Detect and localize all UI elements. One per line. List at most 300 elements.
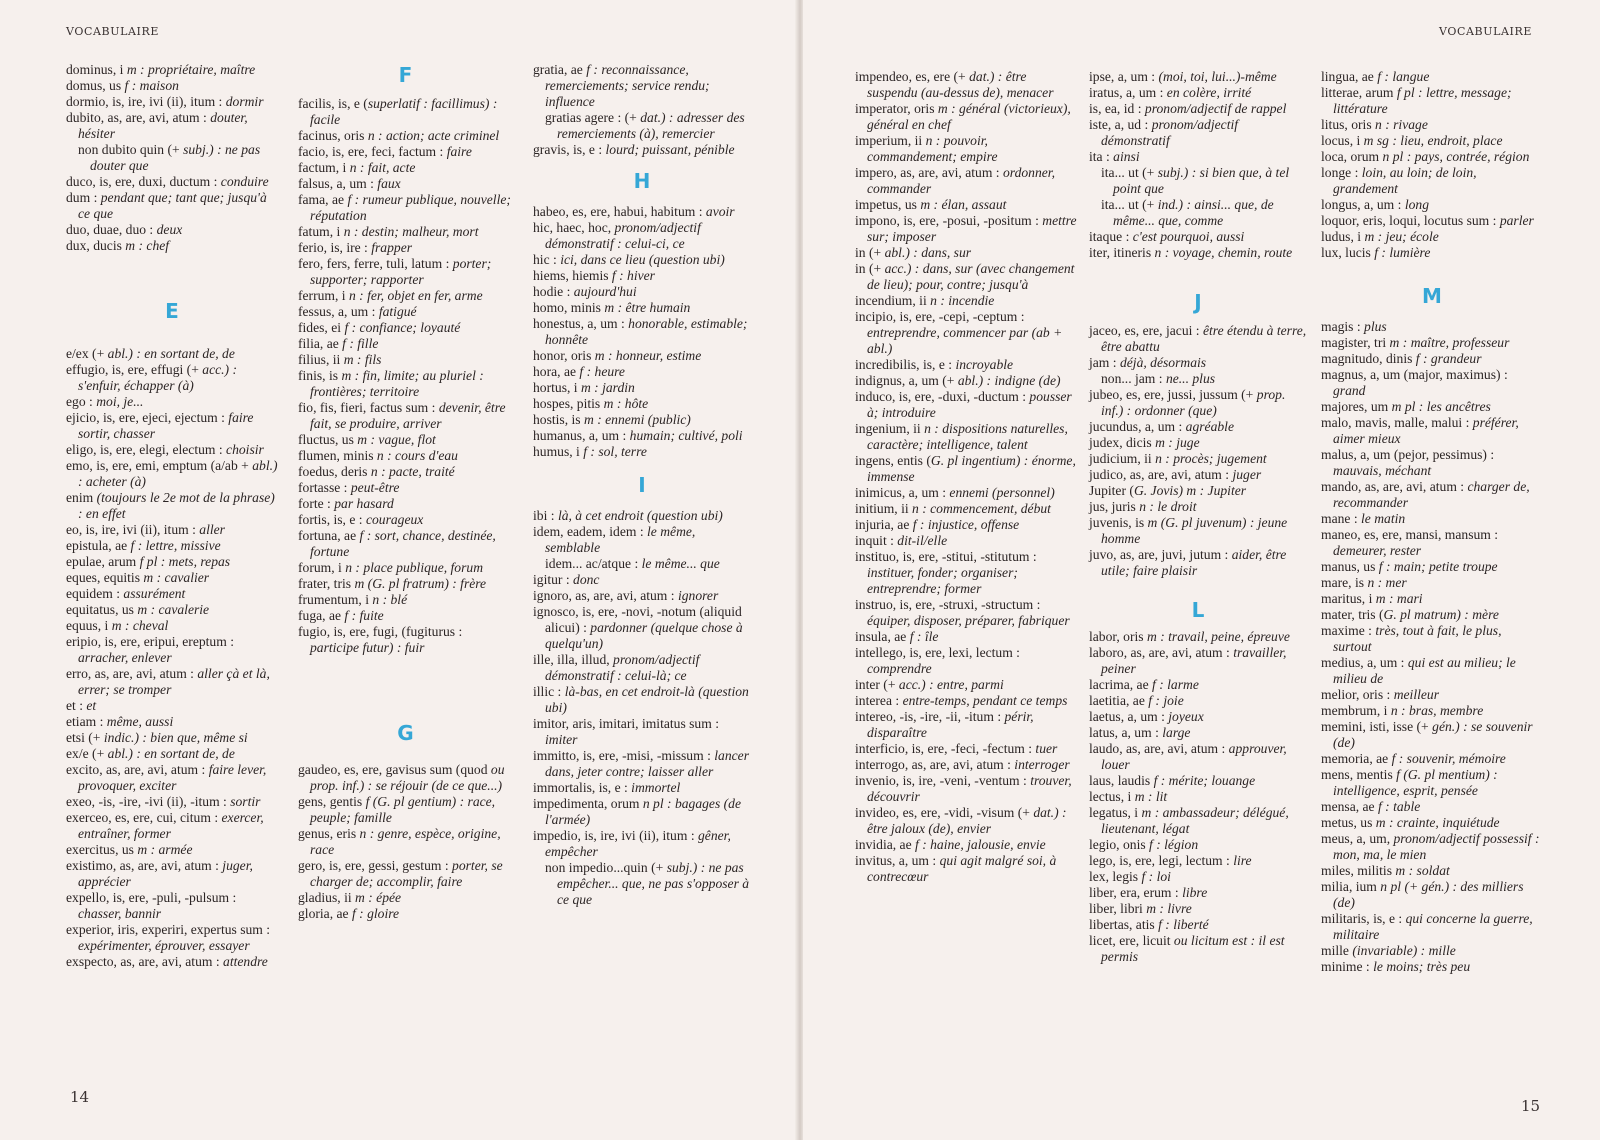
vocab-entry: [1089, 917, 1307, 933]
definition: G. Jovis) m : Jupiter: [1133, 483, 1247, 498]
vocab-entry: [298, 96, 513, 128]
headword: equidem :: [66, 586, 124, 601]
vocab-entry: [1089, 885, 1307, 901]
page-number: 15: [1521, 1097, 1541, 1115]
vocab-entry: [1321, 815, 1543, 831]
definition: n : cours d'eau: [376, 448, 458, 463]
definition: dormir: [225, 94, 264, 109]
headword: facinus, oris: [298, 128, 368, 143]
definition: lourd; puissant, pénible: [605, 142, 735, 157]
vocab-entry: [1321, 479, 1543, 511]
vocab-entry: [66, 362, 278, 394]
vocab-entry: [1321, 415, 1543, 447]
vocab-entry: [298, 432, 513, 448]
vocab-entry: [1089, 901, 1307, 917]
headword: incendium, ii: [855, 293, 931, 308]
headword: ibi :: [533, 508, 558, 523]
vocab-entry: [855, 853, 1077, 885]
definition: n : blé: [372, 592, 408, 607]
spacer: [298, 656, 513, 720]
headword: gladius, ii: [298, 890, 356, 905]
vocab-entry: [298, 240, 513, 256]
definition: grand: [1333, 383, 1366, 398]
vocab-entry: [298, 160, 513, 176]
definition: participe futur) : fuir: [310, 640, 425, 655]
spacer: [66, 254, 278, 298]
definition: (moi, toi, lui...)-même: [1158, 69, 1277, 84]
vocab-entry: [66, 410, 278, 442]
definition: m : élan, assaut: [920, 197, 1007, 212]
vocab-entry: [1089, 419, 1307, 435]
headword: instituo, is, ere, -stitui, -stitutum :: [855, 549, 1037, 564]
vocab-entry: [533, 412, 751, 428]
vocab-entry: [533, 284, 751, 300]
headword: meus, a, um,: [1321, 831, 1394, 846]
vocab-entry: [1089, 387, 1307, 419]
vocabulary-column: [855, 69, 1077, 885]
headword: ex/e (+: [66, 746, 108, 761]
headword: ignoro, as, are, avi, atum :: [533, 588, 678, 603]
headword: iratus, a, um :: [1089, 85, 1167, 100]
definition: f : gloire: [351, 906, 400, 921]
definition: incroyable: [955, 357, 1014, 372]
definition: m : cavalier: [143, 570, 210, 585]
definition: choisir: [226, 442, 264, 457]
definition: m pl : les ancêtres: [1391, 399, 1491, 414]
headword: imitor, aris, imitari, imitatus sum :: [533, 716, 719, 731]
headword: Jupiter (: [1089, 483, 1134, 498]
definition: n : dispositions naturelles, caractère; intelligence, talent: [867, 421, 1068, 452]
headword: medius, a, um :: [1321, 655, 1408, 670]
headword: honestus, a, um :: [533, 316, 629, 331]
definition: n : bras, membre: [1390, 703, 1484, 718]
definition: courageux: [365, 512, 424, 527]
headword: gaudeo, es, ere, gavisus sum (quod: [298, 762, 491, 777]
vocab-entry: [1089, 323, 1307, 355]
vocab-entry: [533, 364, 751, 380]
definition: gêner, empêcher: [545, 828, 731, 859]
headword: ferrum, i: [298, 288, 349, 303]
definition: joyeux: [1168, 709, 1204, 724]
headword: induco, is, ere, -duxi, -ductum :: [855, 389, 1030, 404]
vocab-entry: [1089, 435, 1307, 451]
headword: gero, is, ere, gessi, gestum :: [298, 858, 453, 873]
definition: f : sol, terre: [583, 444, 647, 459]
headword: fuga, ae: [298, 608, 345, 623]
headword: hodie :: [533, 284, 574, 299]
definition: ind.) : ainsi... que, de même... que, comme: [1113, 197, 1274, 228]
headword: non impedio...quin (+: [545, 860, 667, 875]
definition: superlatif : facillimus) : facile: [310, 96, 498, 127]
vocab-entry: [298, 320, 513, 336]
vocab-entry: [66, 922, 278, 954]
definition: f : confiance; loyauté: [344, 320, 461, 335]
headword: idem, eadem, idem :: [533, 524, 648, 539]
headword: lacrima, ae: [1089, 677, 1153, 692]
definition: entreprendre, commencer par (ab + abl.): [867, 325, 1063, 356]
headword: illic :: [533, 684, 565, 699]
definition: mauvais, méchant: [1333, 463, 1432, 478]
definition: m : travail, peine, épreuve: [1146, 629, 1290, 644]
vocab-entry: [533, 428, 751, 444]
headword: fio, fis, fieri, factus sum :: [298, 400, 439, 415]
definition: pousser à; introduire: [867, 389, 1072, 420]
definition: peut-être: [350, 480, 400, 495]
definition: meilleur: [1393, 687, 1440, 702]
definition: faux: [377, 176, 401, 191]
definition: chasser, bannir: [78, 906, 162, 921]
vocab-entry: [533, 716, 751, 748]
definition: m : livre: [1146, 901, 1192, 916]
definition: moi, je...: [96, 394, 144, 409]
vocab-entry: [855, 645, 1077, 677]
vocab-entry: [66, 666, 278, 698]
definition: ainsi: [1113, 149, 1140, 164]
vocab-entry: [298, 794, 513, 826]
headword: e/ex (+: [66, 346, 108, 361]
vocab-entry: [1089, 499, 1307, 515]
definition: m : jardin: [580, 380, 635, 395]
vocab-entry: [533, 220, 751, 252]
vocab-entry: [66, 842, 278, 858]
headword: duo, duae, duo :: [66, 222, 157, 237]
vocab-entry: [855, 757, 1077, 773]
spacer: [66, 324, 278, 346]
definition: deux: [156, 222, 183, 237]
definition: m sg : lieu, endroit, place: [1363, 133, 1503, 148]
vocab-entry: [855, 485, 1077, 501]
headword: existimo, as, are, avi, atum :: [66, 858, 223, 873]
definition: fatigué: [378, 304, 417, 319]
definition: pronom/adjectif démonstratif: [1101, 117, 1239, 148]
headword: dubito, as, are, avi, atum :: [66, 110, 211, 125]
definition: le même, semblable: [545, 524, 696, 555]
section-letter: G: [397, 721, 414, 745]
vocab-entry: [66, 346, 278, 362]
vocab-entry: [855, 517, 1077, 533]
vocab-entry: [66, 730, 278, 746]
headword: effugio, is, ere, effugi (+: [66, 362, 203, 377]
definition: équiper, disposer, préparer, fabriquer: [867, 613, 1070, 628]
vocab-entry: [66, 94, 278, 110]
definition: faire: [446, 144, 472, 159]
vocab-entry: [66, 538, 278, 554]
definition: m : ennemi (public): [584, 412, 691, 427]
vocab-entry: [1089, 853, 1307, 869]
headword: domus, us: [66, 78, 125, 93]
vocab-entry: [66, 714, 278, 730]
definition: douter, hésiter: [78, 110, 248, 141]
definition: subj.) : ne pas empêcher... que, ne pas s'opposer à ce que: [557, 860, 750, 907]
vocab-entry: [533, 316, 751, 348]
vocab-entry: [298, 496, 513, 512]
headword: memoria, ae: [1321, 751, 1392, 766]
headword: dux, ducis: [66, 238, 126, 253]
vocab-entry: [533, 588, 751, 604]
headword: judex, dicis: [1089, 435, 1156, 450]
definition: f : table: [1378, 799, 1421, 814]
vocab-entry: [545, 860, 751, 908]
headword: duco, is, ere, duxi, ductum :: [66, 174, 221, 189]
definition: n : pacte, traité: [370, 464, 455, 479]
headword: incredibilis, is, e :: [855, 357, 956, 372]
headword: longus, a, um :: [1321, 197, 1405, 212]
headword: latus, a, um :: [1089, 725, 1163, 740]
headword: litus, oris: [1321, 117, 1376, 132]
headword: memini, isti, isse (+: [1321, 719, 1433, 734]
headword: idem... ac/atque :: [545, 556, 642, 571]
vocab-entry: [298, 608, 513, 624]
headword: malo, mavis, malle, malui :: [1321, 415, 1473, 430]
vocab-entry: [66, 698, 278, 714]
definition: approuver, louer: [1101, 741, 1287, 772]
headword: liber, era, erum :: [1089, 885, 1183, 900]
vocab-entry: [533, 780, 751, 796]
definition: f : langue: [1377, 69, 1430, 84]
definition: acc.) : entre, parmi: [898, 677, 1004, 692]
definition: plus: [1364, 319, 1387, 334]
definition: le matin: [1361, 511, 1406, 526]
definition: en colère, irrité: [1166, 85, 1252, 100]
headword: frater, tris: [298, 576, 355, 591]
vocab-entry: [66, 858, 278, 890]
vocab-entry: [1089, 101, 1307, 117]
definition: f : fille: [342, 336, 379, 351]
headword: non dubito quin (+: [78, 142, 184, 157]
definition: assurément: [123, 586, 186, 601]
headword: ille, illa, illud,: [533, 652, 614, 667]
definition: f : larme: [1152, 677, 1199, 692]
headword: ipse, a, um :: [1089, 69, 1159, 84]
definition: lire: [1233, 853, 1252, 868]
vocab-entry: [533, 748, 751, 780]
definition: juger: [1232, 467, 1262, 482]
headword: flumen, minis: [298, 448, 377, 463]
headword: is, ea, id :: [1089, 101, 1145, 116]
vocab-entry: [533, 572, 751, 588]
vocab-entry: [855, 261, 1077, 293]
definition: ou licitum est : il est permis: [1101, 933, 1285, 964]
headword: membrum, i: [1321, 703, 1391, 718]
headword: fortuna, ae: [298, 528, 360, 543]
headword: licet, ere, licuit: [1089, 933, 1174, 948]
definition: mettre sur; imposer: [867, 213, 1077, 244]
headword: magnitudo, dinis: [1321, 351, 1416, 366]
vocab-entry: [533, 604, 751, 652]
headword: impendeo, es, ere (+: [855, 69, 970, 84]
section-letter: M: [1422, 284, 1442, 308]
vocab-entry: [1321, 351, 1543, 367]
headword: facio, is, ere, feci, factum :: [298, 144, 447, 159]
vocab-entry: [66, 634, 278, 666]
headword: juvenis, is: [1089, 515, 1148, 530]
headword: exerceo, es, ere, cui, citum :: [66, 810, 222, 825]
headword: hic :: [533, 252, 561, 267]
vocab-entry: [855, 197, 1077, 213]
headword: metus, us: [1321, 815, 1376, 830]
headword: laetus, a, um :: [1089, 709, 1169, 724]
headword: finis, is: [298, 368, 342, 383]
definition: m : soldat: [1395, 863, 1450, 878]
vocab-entry: [855, 373, 1077, 389]
vocab-entry: [298, 576, 513, 592]
headword: non... jam :: [1101, 371, 1166, 386]
headword: litterae, arum: [1321, 85, 1397, 100]
vocab-entry: [1321, 959, 1543, 975]
headword: fortis, is, e :: [298, 512, 366, 527]
vocab-entry: [1321, 559, 1543, 575]
definition: dit-il/elle: [897, 533, 948, 548]
definition: n : incendie: [930, 293, 995, 308]
definition: devenir, être fait, se produire, arriver: [310, 400, 506, 431]
definition: abl.) : indigne (de): [957, 373, 1061, 388]
definition: charger de, recommander: [1333, 479, 1530, 510]
vocab-entry: [533, 796, 751, 828]
definition: même, aussi: [106, 714, 174, 729]
vocab-entry: [298, 400, 513, 432]
definition: qui concerne la guerre, militaire: [1333, 911, 1533, 942]
vocab-entry: [855, 805, 1077, 837]
headword: milia, ium: [1321, 879, 1381, 894]
vocab-entry: [533, 828, 751, 860]
definition: préférer, aimer mieux: [1333, 415, 1519, 446]
definition: demeurer, rester: [1333, 543, 1422, 558]
vocab-entry: [1089, 837, 1307, 853]
definition: ordonner, commander: [867, 165, 1055, 196]
headword: forum, i: [298, 560, 346, 575]
definition: lancer dans, jeter contre; laisser aller: [545, 748, 749, 779]
definition: m : être humain: [604, 300, 691, 315]
headword: melior, oris :: [1321, 687, 1394, 702]
headword: ludus, i: [1321, 229, 1365, 244]
headword: eligo, is, ere, elegi, electum :: [66, 442, 227, 457]
headword: intellego, is, ere, lexi, lectum :: [855, 645, 1020, 660]
definition: pronom/adjectif démonstratif : celui-là; ce: [545, 652, 700, 683]
vocab-entry: [1321, 149, 1543, 165]
vocab-entry: [855, 533, 1077, 549]
definition: f pl : lettre, message; littérature: [1333, 85, 1512, 116]
spacer: [533, 498, 751, 508]
definition: prop. inf.) : ordonner (que): [1101, 387, 1286, 418]
definition: sortir: [230, 794, 261, 809]
definition: là, à cet endroit (question ubi): [557, 508, 723, 523]
headword: etiam :: [66, 714, 107, 729]
headword: hospes, pitis: [533, 396, 604, 411]
definition: c'est pourquoi, aussi: [1132, 229, 1245, 244]
definition: m : vague, flot: [357, 432, 436, 447]
vocab-entry: [66, 458, 278, 490]
definition: f : lettre, missive: [130, 538, 221, 553]
vocab-entry: [1089, 547, 1307, 579]
vocab-entry: [855, 421, 1077, 453]
headword: magister, tri: [1321, 335, 1390, 350]
definition: dat.) : être suspendu (au-dessus de), menacer: [867, 69, 1054, 100]
headword: libertas, atis: [1089, 917, 1159, 932]
definition: n : fait, acte: [349, 160, 416, 175]
vocab-entry: [855, 309, 1077, 357]
vocab-entry: [1101, 371, 1307, 387]
vocab-entry: [533, 62, 751, 110]
definition: déjà, désormais: [1119, 355, 1207, 370]
definition: m : jeu; école: [1364, 229, 1439, 244]
vocab-entry: [1089, 245, 1307, 261]
headword: longe :: [1321, 165, 1362, 180]
vocab-entry: [1101, 165, 1307, 197]
spacer: [1089, 315, 1307, 323]
definition: et: [86, 698, 97, 713]
headword: liber, libri: [1089, 901, 1147, 916]
vocab-entry: [1321, 655, 1543, 687]
headword: eques, equitis: [66, 570, 144, 585]
definition: entre-temps, pendant ce temps: [902, 693, 1068, 708]
vocab-entry: [66, 618, 278, 634]
definition: pendant que; tant que; jusqu'à ce que: [78, 190, 267, 221]
vocab-entry: [855, 101, 1077, 133]
definition: gén.) : se souvenir (de): [1333, 719, 1533, 750]
headword: jubeo, es, ere, jussi, jussum (+: [1089, 387, 1257, 402]
definition: subj.) : ne pas douter que: [90, 142, 261, 173]
definition: m : hôte: [603, 396, 649, 411]
definition: m : crainte, inquiétude: [1375, 815, 1500, 830]
headword: ingens, entis (: [855, 453, 931, 468]
section-letter: I: [638, 473, 646, 497]
definition: le même... que: [641, 556, 720, 571]
headword: dominus, i: [66, 62, 127, 77]
definition: f : loi: [1141, 869, 1171, 884]
headword: gratias agere : (+: [545, 110, 641, 125]
vocab-entry: [1321, 831, 1543, 863]
vocab-entry: [1089, 467, 1307, 483]
headword: fero, fers, ferre, tuli, latum :: [298, 256, 453, 271]
spacer: [533, 158, 751, 168]
definition: qui agit malgré soi, à contrecœur: [867, 853, 1057, 884]
vocab-entry: [66, 586, 278, 602]
vocab-entry: [1321, 799, 1543, 815]
headword: homo, minis: [533, 300, 605, 315]
headword: invideo, es, ere, -vidi, -visum (+: [855, 805, 1034, 820]
vocab-entry: [1321, 245, 1543, 261]
definition: agréable: [1185, 419, 1234, 434]
definition: f : maison: [124, 78, 179, 93]
definition: m (G. pl juvenum) : jeune homme: [1101, 515, 1288, 546]
vocab-entry: [1089, 789, 1307, 805]
spacer: [298, 746, 513, 762]
definition: interroger: [1014, 757, 1070, 772]
headword: miles, militis: [1321, 863, 1396, 878]
definition: m : fin, limite; au pluriel : frontières; territoire: [310, 368, 484, 399]
vocabulary-column: [533, 62, 751, 908]
vocabulary-column: [298, 62, 513, 922]
headword: manus, us: [1321, 559, 1379, 574]
headword: in (+: [855, 261, 885, 276]
running-head: VOCABULAIRE: [1439, 25, 1532, 38]
vocab-entry: [545, 556, 751, 572]
headword: insula, ae: [855, 629, 910, 644]
vocab-entry: [78, 142, 278, 174]
definition: long: [1404, 197, 1429, 212]
definition: parler: [1499, 213, 1534, 228]
vocab-entry: [66, 110, 278, 142]
headword: in (+: [855, 245, 885, 260]
vocab-entry: [855, 165, 1077, 197]
headword: itaque :: [1089, 229, 1133, 244]
definition: exercer, entraîner, former: [78, 810, 264, 841]
vocab-entry: [855, 245, 1077, 261]
definition: f : main; petite troupe: [1378, 559, 1498, 574]
headword: malus, a, um (pejor, pessimus) :: [1321, 447, 1495, 462]
definition: f : haine, jalousie, envie: [915, 837, 1046, 852]
section-letter: J: [1194, 290, 1202, 314]
